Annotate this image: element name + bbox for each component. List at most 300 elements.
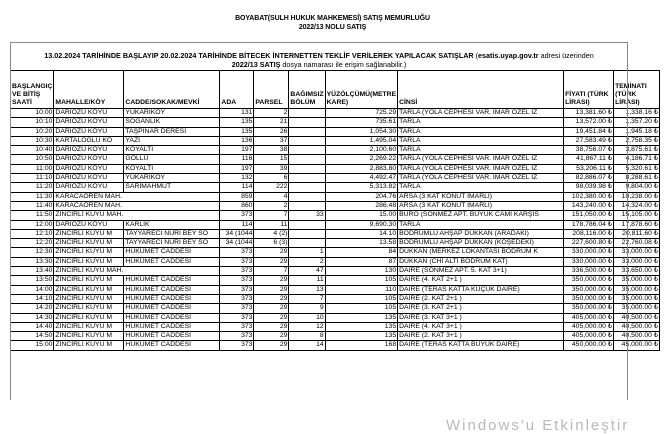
cell-street: KÖYALTI (124, 146, 220, 155)
cell-block: 135 (220, 127, 254, 136)
cell-type: DAİRE (SÖNMEZ APT. 5. KAT 3+1) (398, 267, 564, 276)
cell-block: 197 (220, 146, 254, 155)
cell-neighborhood: ZİNCİRLİ KUYU M (54, 313, 124, 322)
cell-parcel: 21 (254, 118, 289, 127)
cell-street: TAYYARECİ NURİ BEY SO (124, 239, 220, 248)
cell-block: 197 (220, 164, 254, 173)
cell-price: 53,206.11 ₺ (564, 164, 614, 173)
cell-area: 135 (325, 313, 397, 322)
col-header-type: CİNSİ (398, 71, 564, 109)
cell-price: 38,756.07 ₺ (564, 146, 614, 155)
cell-price: 405,000.00 ₺ (564, 322, 614, 331)
cell-price: 98,039.98 ₺ (564, 183, 614, 192)
cell-unit: 33 (289, 211, 325, 220)
table-row (11, 174, 660, 183)
cell-unit (289, 183, 325, 192)
cell-deposit: 33,650.00 ₺ (614, 267, 660, 276)
cell-type: ARSA (3 KAT KONUT İMARLI) (398, 201, 564, 210)
cell-deposit: 15,105.00 ₺ (614, 211, 660, 220)
cell-deposit: 1,945.18 ₺ (614, 127, 660, 136)
cell-unit (289, 192, 325, 201)
cell-block: 373 (220, 257, 254, 266)
cell-area: 135 (325, 322, 397, 331)
cell-street: SOĞANLIK (124, 118, 220, 127)
table-row (11, 155, 660, 164)
cell-neighborhood: ZİNCİRLİ KUYU M (54, 229, 124, 238)
cell-neighborhood: KARTALOĞLU KÖ (54, 136, 124, 145)
cell-neighborhood: ZİNCİRLİ KUYU M (54, 239, 124, 248)
cell-unit (289, 136, 325, 145)
cell-area: 286.48 (325, 201, 397, 210)
cell-unit: 13 (289, 285, 325, 294)
cell-unit (289, 155, 325, 164)
cell-street: HÜKÜMET CADDESİ (124, 304, 220, 313)
cell-parcel: 15 (254, 155, 289, 164)
cell-price: 405,000.00 ₺ (564, 313, 614, 322)
cell-neighborhood: ZİNCİRLİ KUYU M (54, 304, 124, 313)
cell-type: DAİRE (2. KAT 3+1 ) (398, 332, 564, 341)
table-row (11, 109, 660, 118)
table-row (11, 211, 660, 220)
cell-time: 10:30 (11, 136, 54, 145)
cell-time: 13:40 (11, 267, 54, 276)
cell-area: 130 (325, 267, 397, 276)
cell-price: 336,500.00 ₺ (564, 267, 614, 276)
cell-time: 10:20 (11, 127, 54, 136)
cell-parcel: 39 (254, 164, 289, 173)
table-row (11, 220, 660, 229)
cell-time: 14:20 (11, 304, 54, 313)
cell-area: 9,690.30 (325, 220, 397, 229)
cell-block: 132 (220, 174, 254, 183)
table-row (11, 229, 660, 238)
table-row (11, 332, 660, 341)
sale-period-text: 13.02.2024 TARİHİNDE BAŞLAYIP 20.02.2024 TARİHİNDE BİTECEK İNTERNETTEN TEKLİF VERİLEREK YAPILACAK SATIŞLAR (44, 51, 474, 60)
activation-watermark: Windows'u Etkinleştir (446, 417, 630, 434)
cell-neighborhood: ZİNCİRLİ KUYU M (54, 341, 124, 350)
table-row (11, 239, 660, 248)
after-url-text: adresi üzerinden (538, 51, 594, 60)
cell-block: 136 (220, 136, 254, 145)
cell-type: TARLA (398, 183, 564, 192)
cell-type: TARLA (YOLA CEPHESİ VAR. İMAR ÖZEL İZ (398, 174, 564, 183)
sales-table (10, 70, 660, 351)
cell-parcel: 29 (254, 332, 289, 341)
cell-time: 12:10 (11, 229, 54, 238)
cell-price: 41,867.11 ₺ (564, 155, 614, 164)
cell-unit (289, 164, 325, 173)
cell-type: ARSA (3 KAT KONUT İMARLI) (398, 192, 564, 201)
cell-price: 82,886.07 ₺ (564, 174, 614, 183)
cell-street: KARLIK (124, 220, 220, 229)
cell-unit: 1 (289, 248, 325, 257)
cell-unit: 14 (289, 341, 325, 350)
table-row (11, 285, 660, 294)
col-header-block: ADA (220, 71, 254, 109)
table-row (11, 136, 660, 145)
cell-unit: 2 (289, 257, 325, 266)
cell-time: 15:00 (11, 341, 54, 350)
cell-price: 208,116.00 ₺ (564, 229, 614, 238)
cell-unit (289, 118, 325, 127)
cell-block: 859 (220, 192, 254, 201)
cell-parcel: 222 (254, 183, 289, 192)
cell-price: 350,000.00 ₺ (564, 276, 614, 285)
table-row (11, 164, 660, 173)
cell-neighborhood: ZİNCİRLİ KUYU MAH. (54, 211, 220, 220)
table-row (11, 313, 660, 322)
cell-deposit: 2,758.35 ₺ (614, 136, 660, 145)
cell-unit: 11 (289, 276, 325, 285)
col-header-street: CADDE/SOKAK/MEVKİ (124, 71, 220, 109)
cell-neighborhood: DARIÖZÜ KÖYÜ (54, 183, 124, 192)
cell-parcel: 4 (254, 192, 289, 201)
cell-type: DAİRE (4. KAT 2+1 ) (398, 276, 564, 285)
cell-price: 350,000.00 ₺ (564, 294, 614, 303)
cell-price: 330,000.00 ₺ (564, 257, 614, 266)
cell-time: 14:10 (11, 294, 54, 303)
cell-time: 11:20 (11, 183, 54, 192)
cell-unit: 12 (289, 322, 325, 331)
cell-unit (289, 174, 325, 183)
table-row (11, 127, 660, 136)
cell-neighborhood: KARACAÖREN MAH. (54, 192, 220, 201)
cell-unit: 10 (289, 313, 325, 322)
table-row (11, 257, 660, 266)
cell-deposit: 33,000.00 ₺ (614, 248, 660, 257)
cell-area: 105 (325, 304, 397, 313)
cell-street: HÜKÜMET CADDESİ (124, 313, 220, 322)
cell-block: 860 (220, 201, 254, 210)
cell-block: 373 (220, 294, 254, 303)
cell-block: 114 (220, 183, 254, 192)
cell-parcel: 7 (254, 211, 289, 220)
cell-time: 14:40 (11, 322, 54, 331)
cell-parcel: 2 (254, 109, 289, 118)
col-header-time: BAŞLANGIÇ VE BİTİŞ SAATİ (11, 71, 54, 109)
cell-deposit: 20,811.60 ₺ (614, 229, 660, 238)
table-row (11, 118, 660, 127)
table-row (11, 267, 660, 276)
cell-neighborhood: ZİNCİRLİ KUYU M (54, 322, 124, 331)
cell-type: TARLA (398, 136, 564, 145)
cell-time: 11:10 (11, 174, 54, 183)
cell-deposit: 1,357.20 ₺ (614, 118, 660, 127)
cell-type: TARLA (YOLA CEPHESİ VAR. İMAR ÖZEL İZ (398, 155, 564, 164)
cell-deposit: 14,324.00 ₺ (614, 201, 660, 210)
cell-deposit: 40,500.00 ₺ (614, 322, 660, 331)
cell-price: 405,000.00 ₺ (564, 332, 614, 341)
cell-parcel: 29 (254, 257, 289, 266)
cell-street: HÜKÜMET CADDESİ (124, 248, 220, 257)
cell-type: TARLA (398, 127, 564, 136)
col-header-neighborhood: MAHALLE/KÖY (54, 71, 124, 109)
cell-parcel: 4 (2) (254, 229, 289, 238)
cell-area: 5,313.82 (325, 183, 397, 192)
cell-unit: 7 (289, 294, 325, 303)
table-row (11, 201, 660, 210)
cell-type: DAİRE (3. KAT 2+1 ) (398, 304, 564, 313)
cell-deposit: 8,288.61 ₺ (614, 174, 660, 183)
cell-deposit: 35,000.00 ₺ (614, 304, 660, 313)
document-subtitle: 2022/13 NOLU SATIŞ (298, 24, 367, 31)
cell-street: YUKARIKÖY (124, 174, 220, 183)
cell-deposit: 1,338.16 ₺ (614, 109, 660, 118)
table-row (11, 146, 660, 155)
cell-deposit: 35,000.00 ₺ (614, 276, 660, 285)
cell-type: BODRUMLU AHŞAP DÜKKAN (KÖŞEDEKİ) (398, 239, 564, 248)
cell-type: BÜRO (SÖNMEZ APT. BÜYÜK CAMİ KARŞIS (398, 211, 564, 220)
cell-area: 2,100.60 (325, 146, 397, 155)
cell-price: 102,380.00 ₺ (564, 192, 614, 201)
cell-area: 168 (325, 341, 397, 350)
table-row (11, 192, 660, 201)
cell-neighborhood: ZİNCİRLİ KUYU M (54, 276, 124, 285)
cell-unit (289, 127, 325, 136)
table-row (11, 294, 660, 303)
cell-unit (289, 201, 325, 210)
cell-deposit: 22,760.08 ₺ (614, 239, 660, 248)
table-row (11, 341, 660, 350)
table-row (11, 248, 660, 257)
cell-type: TARLA (398, 220, 564, 229)
cell-neighborhood: DARIÖZÜ KÖYÜ (54, 164, 124, 173)
sale-info-banner (10, 42, 628, 70)
table-header-row (11, 71, 660, 109)
document-title: BOYABAT(SULH HUKUK MAHKEMESİ) SATIŞ MEMURLUĞU (235, 15, 430, 22)
cell-block: 373 (220, 267, 254, 276)
cell-area: 110 (325, 285, 397, 294)
cell-price: 13,381.60 ₺ (564, 109, 614, 118)
cell-deposit: 45,000.00 ₺ (614, 341, 660, 350)
cell-unit: 47 (289, 267, 325, 276)
cell-time: 10:50 (11, 155, 54, 164)
cell-type: DAİRE (TERAS KATTA KÜÇÜK DAİRE) (398, 285, 564, 294)
cell-price: 330,000.00 ₺ (564, 248, 614, 257)
cell-time: 10:40 (11, 146, 54, 155)
cell-time: 12:20 (11, 239, 54, 248)
cell-area: 84 (325, 248, 397, 257)
cell-area: 1,054.30 (325, 127, 397, 136)
cell-neighborhood: ZİNCİRLİ KUYU M (54, 285, 124, 294)
cell-time: 13:50 (11, 276, 54, 285)
cell-area: 725.29 (325, 109, 397, 118)
cell-street: HÜKÜMET CADDESİ (124, 257, 220, 266)
cell-street: HÜKÜMET CADDESİ (124, 341, 220, 350)
cell-block: 373 (220, 322, 254, 331)
cell-block: 34 (1044 (220, 229, 254, 238)
cell-type: TARLA (398, 146, 564, 155)
cell-neighborhood: DARIÖZÜ KÖYÜ (54, 118, 124, 127)
cell-parcel: 2 (254, 201, 289, 210)
cell-deposit: 33,000.00 ₺ (614, 257, 660, 266)
cell-parcel: 29 (254, 294, 289, 303)
cell-block: 373 (220, 276, 254, 285)
cell-type: TARLA (YOLA CEPHESİ VAR. İMAR ÖZEL İZ (398, 109, 564, 118)
cell-block: 373 (220, 332, 254, 341)
cell-unit (289, 229, 325, 238)
cell-unit (289, 220, 325, 229)
cell-time: 11:30 (11, 192, 54, 201)
access-note: dosya namarası ile erişim sağlanabilir.) (280, 60, 407, 69)
col-header-price: FİYATI (TÜRK LİRASI) (564, 71, 614, 109)
cell-price: 19,451.84 ₺ (564, 127, 614, 136)
cell-neighborhood: DARIÖZÜ KÖYÜ (54, 109, 124, 118)
cell-block: 373 (220, 285, 254, 294)
cell-type: TARLA (YOLA CEPHESİ VAR. İMAR ÖZEL İZ (398, 164, 564, 173)
cell-street: HÜKÜMET CADDESİ (124, 276, 220, 285)
cell-parcel: 29 (254, 341, 289, 350)
cell-area: 15.00 (325, 211, 397, 220)
cell-block: 116 (220, 155, 254, 164)
col-header-parcel: PARSEL (254, 71, 289, 109)
cell-parcel: 29 (254, 304, 289, 313)
cell-deposit: 40,500.00 ₺ (614, 332, 660, 341)
cell-street: TAYYARECİ NURİ BEY SO (124, 229, 220, 238)
cell-unit (289, 146, 325, 155)
cell-deposit: 40,500.00 ₺ (614, 313, 660, 322)
cell-block: 34 (1044 (220, 239, 254, 248)
cell-deposit: 35,000.00 ₺ (614, 294, 660, 303)
cell-neighborhood: KARACAÖREN MAH. (54, 201, 220, 210)
cell-block: 114 (220, 220, 254, 229)
cell-block: 131 (220, 109, 254, 118)
cell-time: 12:00 (11, 220, 54, 229)
cell-deposit: 10,238.00 ₺ (614, 192, 660, 201)
col-header-area: YÜZÖLÇÜMÜ(METRE KARE) (325, 71, 397, 109)
esatis-url: esatis.uyap.gov.tr (478, 51, 539, 60)
table-row (11, 322, 660, 331)
cell-deposit: 4,186.71 ₺ (614, 155, 660, 164)
cell-type: DÜKKAN (MERKEZ LOKANTASI BODRUM K (398, 248, 564, 257)
cell-time: 11:00 (11, 164, 54, 173)
cell-block: 373 (220, 248, 254, 257)
cell-time: 11:40 (11, 201, 54, 210)
cell-street: YAZI (124, 136, 220, 145)
cell-neighborhood: ZİNCİRLİ KUYU M (54, 248, 124, 257)
cell-street: KÖYALTI (124, 164, 220, 173)
cell-parcel: 29 (254, 322, 289, 331)
cell-time: 12:30 (11, 248, 54, 257)
cell-street: TAŞPINAR DERESİ (124, 127, 220, 136)
cell-area: 105 (325, 294, 397, 303)
cell-area: 204.76 (325, 192, 397, 201)
cell-parcel: 38 (254, 146, 289, 155)
cell-area: 2,883.80 (325, 164, 397, 173)
col-header-deposit: TEMİNATI (TÜRK LİRASI) (614, 71, 660, 109)
cell-price: 450,000.00 ₺ (564, 341, 614, 350)
cell-area: 4,492.47 (325, 174, 397, 183)
cell-time: 14:50 (11, 332, 54, 341)
cell-neighborhood: DARIÖZÜ KÖYÜ (54, 220, 124, 229)
cell-street: HÜKÜMET CADDESİ (124, 294, 220, 303)
cell-price: 13,572.00 ₺ (564, 118, 614, 127)
cell-time: 10:10 (11, 118, 54, 127)
cell-deposit: 17,878.60 ₺ (614, 220, 660, 229)
cell-area: 14.10 (325, 229, 397, 238)
cell-type: DAİRE (TERAS KATTA BÜYÜK DAİRE) (398, 341, 564, 350)
cell-area: 87 (325, 257, 397, 266)
cell-price: 350,000.00 ₺ (564, 304, 614, 313)
cell-area: 2,269.22 (325, 155, 397, 164)
cell-street: SARIMAHMUT (124, 183, 220, 192)
cell-type: DÜKKAN (CHİ ALTI BODRUM KAT) (398, 257, 564, 266)
cell-type: TARLA (398, 118, 564, 127)
cell-price: 350,000.00 ₺ (564, 285, 614, 294)
cell-price: 227,600.80 ₺ (564, 239, 614, 248)
cell-block: 135 (220, 118, 254, 127)
cell-parcel: 29 (254, 248, 289, 257)
cell-neighborhood: ZİNCİRLİ KUYU M (54, 294, 124, 303)
cell-block: 373 (220, 211, 254, 220)
cell-block: 373 (220, 313, 254, 322)
cell-street: HÜKÜMET CADDESİ (124, 332, 220, 341)
cell-type: DAİRE (2. KAT 2+1 ) (398, 294, 564, 303)
cell-neighborhood: DARIÖZÜ KÖYÜ (54, 146, 124, 155)
table-body (11, 109, 660, 351)
cell-deposit: 3,875.61 ₺ (614, 146, 660, 155)
cell-price: 143,240.00 ₺ (564, 201, 614, 210)
cell-street: HÜKÜMET CADDESİ (124, 322, 220, 331)
cell-parcel: 11 (254, 220, 289, 229)
cell-price: 151,050.00 ₺ (564, 211, 614, 220)
cell-time: 11:50 (11, 211, 54, 220)
col-header-unit: BAĞIMSIZ BÖLÜM (289, 71, 325, 109)
paren-open: ( (473, 51, 478, 60)
cell-unit (289, 109, 325, 118)
cell-unit: 9 (289, 304, 325, 313)
cell-area: 135 (325, 332, 397, 341)
cell-parcel: 6 (254, 174, 289, 183)
table-row (11, 304, 660, 313)
cell-parcel: 26 (254, 127, 289, 136)
cell-price: 27,583.49 ₺ (564, 136, 614, 145)
cell-neighborhood: DARIÖZÜ KÖYÜ (54, 174, 124, 183)
cell-price: 178,786.04 ₺ (564, 220, 614, 229)
cell-neighborhood: ZİNCİRLİ KUYU MAH. (54, 267, 220, 276)
table-row (11, 276, 660, 285)
cell-street: HÜKÜMET CADDESİ (124, 285, 220, 294)
cell-type: DAİRE (3. KAT 3+1 ) (398, 313, 564, 322)
cell-parcel: 37 (254, 136, 289, 145)
cell-street: YUKARIKÖY (124, 109, 220, 118)
file-number: 2022/13 SATIŞ (231, 60, 281, 69)
table-row (11, 183, 660, 192)
cell-time: 14:30 (11, 313, 54, 322)
cell-area: 105 (325, 276, 397, 285)
cell-unit (289, 239, 325, 248)
cell-deposit: 9,804.00 ₺ (614, 183, 660, 192)
cell-deposit: 35,000.00 ₺ (614, 285, 660, 294)
cell-area: 735.61 (325, 118, 397, 127)
cell-area: 1,495.04 (325, 136, 397, 145)
cell-time: 13:30 (11, 257, 54, 266)
cell-neighborhood: ZİNCİRLİ KUYU M (54, 257, 124, 266)
cell-neighborhood: DARIÖZÜ KÖYÜ (54, 127, 124, 136)
cell-parcel: 6 (3) (254, 239, 289, 248)
cell-type: DAİRE (4. KAT 3+1 ) (398, 322, 564, 331)
cell-parcel: 29 (254, 276, 289, 285)
cell-neighborhood: ZİNCİRLİ KUYU M (54, 332, 124, 341)
cell-time: 14:00 (11, 285, 54, 294)
cell-parcel: 7 (254, 267, 289, 276)
cell-block: 373 (220, 341, 254, 350)
cell-type: BODRUMLU AHŞAP DÜKKAN (ARADAKİ) (398, 229, 564, 238)
cell-street: GÖLLÜ (124, 155, 220, 164)
cell-neighborhood: DARIÖZÜ KÖYÜ (54, 155, 124, 164)
cell-parcel: 29 (254, 313, 289, 322)
cell-block: 373 (220, 304, 254, 313)
